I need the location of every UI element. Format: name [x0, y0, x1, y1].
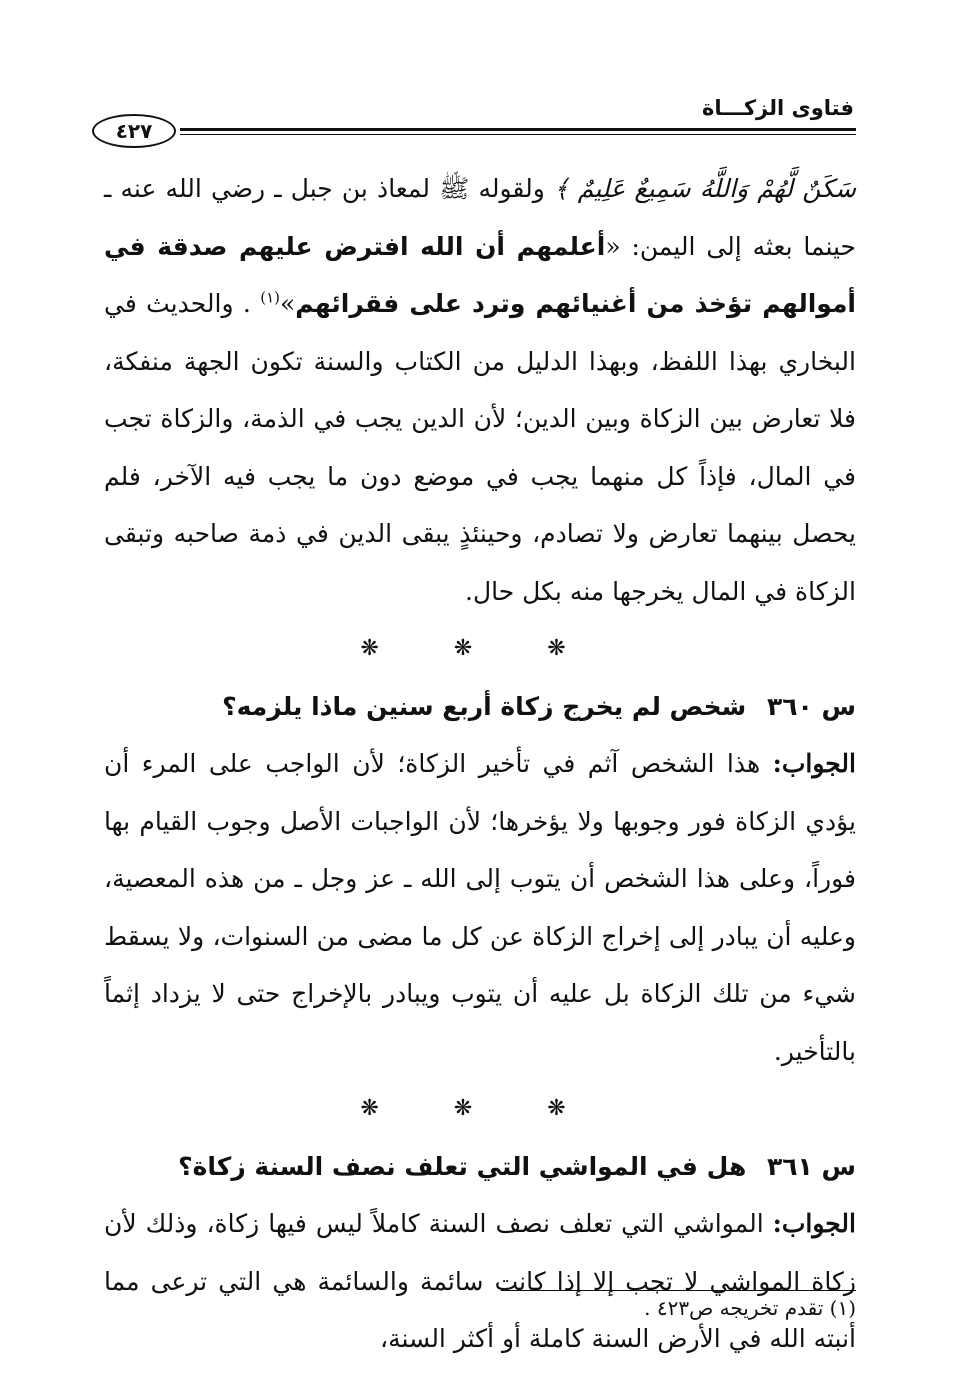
- section-separator: ❋ ❋ ❋: [360, 636, 600, 661]
- answer-361: [104, 1195, 856, 1368]
- question-marker: س: [821, 691, 856, 721]
- answer-360: [104, 735, 856, 1080]
- page-number: ٤٢٧: [92, 114, 176, 148]
- running-header-title: فتاوى الزكـــاة: [702, 96, 854, 120]
- answer-label: الجواب:: [772, 1209, 856, 1238]
- question-text: هل في المواشي التي تعلف نصف السنة زكاة؟: [178, 1151, 747, 1181]
- question-361: [104, 1138, 856, 1196]
- quran-verse: سَكَنٌ لَّهُمْ وَاللَّهُ سَمِيعٌ عَلِيمٌ ﴾: [553, 174, 857, 203]
- question-text: شخص لم يخرج زكاة أربع سنين ماذا يلزمه؟: [222, 691, 747, 721]
- question-marker: س: [821, 1151, 856, 1181]
- main-text: [104, 160, 856, 1368]
- header-rule: [180, 128, 856, 135]
- answer-text: هذا الشخص آثم في تأخير الزكاة؛ لأن الواجب على المرء أن يؤدي الزكاة فور وجوبها ولا يؤخرها؛ لأن الواجبات الأصل وجوب القيام بها فوراً، وعلى هذا الشخص أن يتوب إلى الله ـ عز وجل ـ من هذه المعصية، وعليه أن يبادر إلى إخراج الزكاة عن كل ما مضى من السنوات، ولا يسقط شيء من تلك الزكاة بل عليه أن يتوب ويبادر بالإخراج حتى لا يزداد إثماً بالتأخير.: [104, 749, 856, 1066]
- paragraph-1: [104, 160, 856, 620]
- question-number: ٣٦٠: [767, 691, 813, 721]
- section-separator: ❋ ❋ ❋: [360, 1096, 600, 1121]
- answer-text: المواشي التي تعلف نصف السنة كاملاً ليس فيها زكاة، وذلك لأن زكاة المواشي لا تجب إلا إذا كانت سائمة والسائمة هي التي ترعى مما أنبته الله في الأرض السنة كاملة أو أكثر السنة،: [104, 1209, 856, 1353]
- question-360: [104, 678, 856, 736]
- footnote: (١) تقدم تخريجه ص٤٢٣ .: [644, 1296, 856, 1320]
- footnote-reference: (١): [260, 288, 280, 307]
- paragraph-1-text-b: . والحديث في البخاري بهذا اللفظ، وبهذا الدليل من الكتاب والسنة تكون الجهة منفكة، فلا تعارض بين الزكاة وبين الدين؛ لأن الدين يجب في الذمة، والزكاة تجب في المال، فإذاً كل منهما يجب في موضع دون ما يجب فيه الآخر، فلم يحصل بينهما تعارض ولا تصادم، وحينئذٍ يبقى الدين في ذمة صاحبه وتبقى الزكاة في المال يخرجها منه بكل حال.: [104, 289, 856, 606]
- hadith-quote: أعلمهم أن الله افترض عليهم صدقة في أموالهم تؤخذ من أغنيائهم وترد على فقرائهم: [104, 231, 857, 318]
- answer-label: الجواب:: [772, 749, 856, 778]
- quote-close: »: [279, 289, 296, 318]
- paragraph-1-text-a: ولقوله ﷺ لمعاذ بن جبل ـ رضي الله عنه ـ حينما بعثه إلى اليمن: «: [104, 174, 856, 261]
- question-number: ٣٦١: [767, 1151, 813, 1181]
- footnote-rule: [501, 1290, 856, 1291]
